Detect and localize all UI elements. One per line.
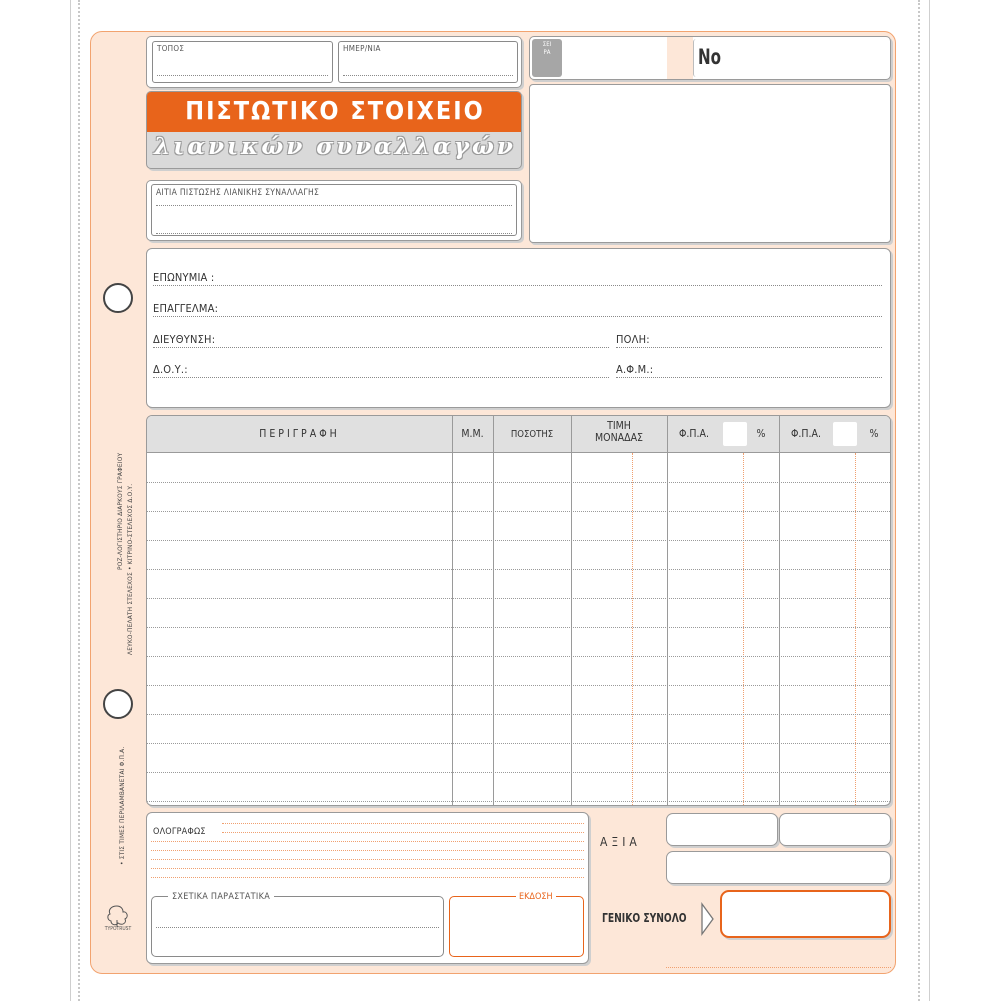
col-sep-2 <box>493 416 494 806</box>
city-label: ΠΟΛΗ: <box>616 333 650 346</box>
table-row[interactable] <box>147 772 891 773</box>
value-field-total[interactable] <box>666 851 891 884</box>
price-decimal-sep <box>632 453 633 806</box>
binder-hole-bottom <box>103 689 133 719</box>
table-row[interactable] <box>147 598 891 599</box>
place-date-panel <box>146 36 522 88</box>
footer-left-panel <box>146 812 589 964</box>
perforation-left <box>78 0 80 1001</box>
table-row[interactable] <box>147 511 891 512</box>
related-docs-line <box>156 927 439 928</box>
value-label: ΑΞΙΑ <box>600 835 641 849</box>
date-field[interactable] <box>338 41 518 83</box>
date-label: ΗΜΕΡ/ΝΙΑ <box>343 44 381 53</box>
issuer-stamp-area <box>529 84 891 243</box>
imprint-text-1: POZ-ΛΟΓΙΣΤΗΡΙΟ ΔΙΑΡΚΟΥΣ ΓΡΑΦΕΙΟΥ <box>116 452 124 570</box>
imprint-text-2: ΛΕΥΚΟ-ΠΕΛΑΤΗ ΣΤΕΛΕΧΟΣ • ΚΙΤΡΙΝΟ-ΣΤΕΛΕΧΟΣ Δ.Ο.Υ. <box>126 483 134 655</box>
customer-details-panel <box>146 248 891 408</box>
col-vat-a-header: Φ.Π.Α. <box>679 428 709 440</box>
arrow-right-icon <box>700 902 716 936</box>
amount-in-words-line <box>151 850 584 851</box>
col-unit-price-header-2: ΜΟΝΑΔΑΣ <box>595 432 643 444</box>
credit-reason-line-1 <box>156 205 512 206</box>
value-field-a[interactable] <box>666 813 778 846</box>
imprint-text-3: • ΣΤΙΣ ΤΙΜΕΣ ΠΕΡΙΛΑΜΒΑΝΕΤΑΙ Φ.Π.Α. <box>118 746 126 865</box>
amount-in-words-line <box>151 868 584 869</box>
perforation-right <box>918 0 920 1001</box>
table-row[interactable] <box>147 801 891 802</box>
grand-total-field[interactable] <box>720 890 891 938</box>
profession-field[interactable] <box>153 316 882 317</box>
credit-reason-inner <box>151 184 517 236</box>
series-label: ΣΕΙΡΑ <box>542 41 552 56</box>
col-sep-1 <box>452 416 453 806</box>
amount-in-words-line <box>151 877 584 878</box>
address-field[interactable] <box>153 347 609 348</box>
table-row[interactable] <box>147 656 891 657</box>
issue-field[interactable] <box>449 892 584 957</box>
vat-b-decimal-sep <box>855 453 856 806</box>
binder-hole-top <box>103 283 133 313</box>
vat-number-label: Α.Φ.Μ.: <box>616 363 654 376</box>
customer-name-label: ΕΠΩΝΥΜΙΑ : <box>153 271 215 284</box>
vat-a-decimal-sep <box>743 453 744 806</box>
value-field-b[interactable] <box>779 813 891 846</box>
form-title: ΠΙΣΤΩΤΙΚΟ ΣΤΟΙΧΕΙΟ <box>185 96 485 125</box>
col-vat-b-header: Φ.Π.Α. <box>791 428 821 440</box>
tax-office-label: Δ.Ο.Υ.: <box>153 363 188 376</box>
vat-b-percent: % <box>869 428 879 440</box>
signature-line <box>666 967 891 968</box>
series-number-panel <box>529 36 891 80</box>
city-field[interactable] <box>616 347 882 348</box>
amount-in-words-label: ΟΛΟΓΡΑΦΩΣ <box>153 827 206 837</box>
table-row[interactable] <box>147 569 891 570</box>
customer-name-field[interactable] <box>153 285 882 286</box>
table-row[interactable] <box>147 482 891 483</box>
address-label: ΔΙΕΥΘΥΝΣΗ: <box>153 333 216 346</box>
number-field[interactable] <box>693 39 890 77</box>
table-row[interactable] <box>147 540 891 541</box>
col-sep-4 <box>667 416 668 806</box>
col-description-header: ΠΕΡΙΓΡΑΦΗ <box>259 428 340 440</box>
series-number-gap <box>667 36 693 80</box>
profession-label: ΕΠΑΓΓΕΛΜΑ: <box>153 302 219 315</box>
credit-reason-panel[interactable] <box>146 180 522 241</box>
form-subtitle: λιανικών συναλλαγών <box>154 133 516 160</box>
amount-in-words-line <box>222 823 584 824</box>
grand-total-label: ΓΕΝΙΚΟ ΣΥΝΟΛΟ <box>602 911 687 925</box>
date-dotted-line <box>343 75 513 76</box>
title-banner <box>146 91 522 169</box>
vat-a-rate-box[interactable] <box>723 422 747 446</box>
credit-reason-line-2 <box>156 233 512 234</box>
table-row[interactable] <box>147 627 891 628</box>
related-docs-label: ΣΧΕΤΙΚΑ ΠΑΡΑΣΤΑΤΙΚΑ <box>168 892 274 902</box>
table-row[interactable] <box>147 743 891 744</box>
col-sep-5 <box>779 416 780 806</box>
col-sep-3 <box>571 416 572 806</box>
table-row[interactable] <box>147 685 891 686</box>
items-table <box>146 415 891 806</box>
issue-label: ΕΚΔΟΣΗ <box>516 892 556 902</box>
tax-office-field[interactable] <box>153 377 609 378</box>
amount-in-words-line <box>151 859 584 860</box>
col-unit-header: Μ.Μ. <box>461 428 484 440</box>
vat-b-rate-box[interactable] <box>833 422 857 446</box>
place-field[interactable] <box>152 41 333 83</box>
credit-reason-label: ΑΙΤΙΑ ΠΙΣΤΩΣΗΣ ΛΙΑΝΙΚΗΣ ΣΥΝΑΛΛΑΓΗΣ <box>156 188 320 198</box>
publisher-logo-text: TYPOTRUST <box>104 926 132 932</box>
publisher-logo <box>100 900 134 934</box>
number-label: No <box>698 45 722 69</box>
place-label: ΤΟΠΟΣ <box>157 44 185 53</box>
vat-a-percent: % <box>756 428 766 440</box>
col-quantity-header: ΠΟΣΟΤΗΣ <box>510 429 554 440</box>
vat-number-field[interactable] <box>616 377 882 378</box>
table-row[interactable] <box>147 714 891 715</box>
related-docs-field[interactable] <box>151 892 444 957</box>
amount-in-words-line <box>222 832 584 833</box>
place-dotted-line <box>157 75 328 76</box>
col-unit-price-header-1: ΤΙΜΗ <box>607 420 631 432</box>
amount-in-words-line <box>151 841 584 842</box>
